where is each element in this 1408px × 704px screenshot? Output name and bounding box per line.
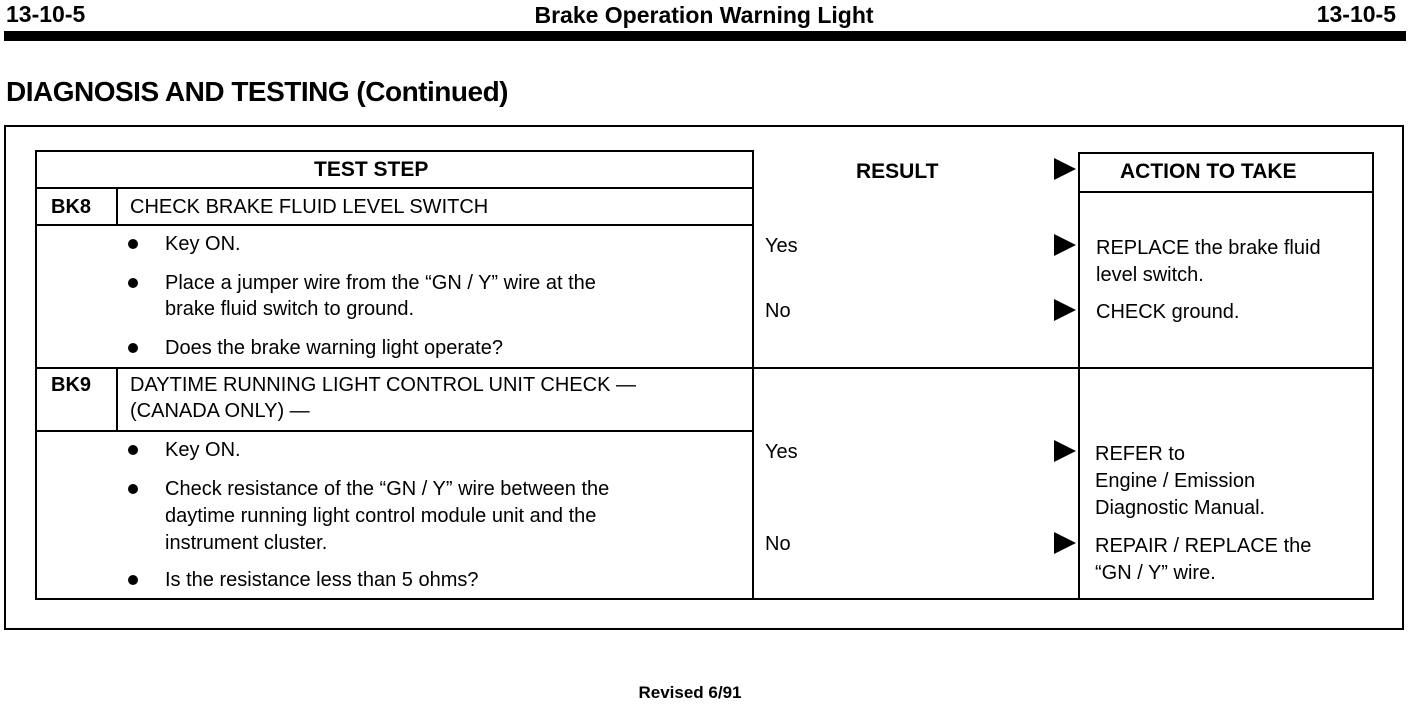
result-arrow-icon [1054, 158, 1076, 180]
result-arrow-icon [1054, 532, 1076, 554]
column-header-action: ACTION TO TAKE [1120, 160, 1297, 183]
page-title: Brake Operation Warning Light [534, 2, 874, 28]
bk9-bullet-3: Is the resistance less than 5 ohms? [165, 569, 479, 591]
step-id-bk8: BK8 [51, 196, 92, 218]
column-header-test-step: TEST STEP [314, 158, 429, 181]
bk8-bullet-2-line-1: Place a jumper wire from the “GN / Y” wire at the [165, 272, 596, 294]
bullet-icon [128, 575, 138, 585]
bk9-action-no-line-2: “GN / Y” wire. [1095, 562, 1216, 584]
result-arrow-icon [1054, 234, 1076, 256]
step-title-bk8: CHECK BRAKE FLUID LEVEL SWITCH [130, 196, 489, 218]
bullet-icon [128, 343, 138, 353]
header-rule [4, 31, 1406, 41]
step-title-bk9-line-2: (CANADA ONLY) — [130, 400, 310, 422]
bk9-bullet-2-line-1: Check resistance of the “GN / Y” wire between the [165, 478, 610, 500]
bk9-result-no: No [765, 533, 791, 555]
result-arrow-icon [1054, 440, 1076, 462]
step-title-bk9-line-1: DAYTIME RUNNING LIGHT CONTROL UNIT CHECK — [130, 374, 636, 396]
bk8-bullet-3: Does the brake warning light operate? [165, 337, 503, 359]
page-number-right: 13-10-5 [1316, 1, 1396, 27]
bk8-action-yes-line-2: level switch. [1096, 264, 1204, 286]
column-header-result: RESULT [856, 160, 939, 183]
bullet-icon [128, 445, 138, 455]
bk9-action-no-line-1: REPAIR / REPLACE the [1095, 535, 1312, 557]
bk9-result-yes: Yes [765, 441, 798, 463]
bk9-bullet-1: Key ON. [165, 439, 241, 461]
result-arrow-icon [1054, 299, 1076, 321]
bk9-action-yes-line-1: REFER to [1095, 443, 1186, 465]
bk8-result-yes: Yes [765, 235, 798, 257]
revision-note: Revised 6/91 [638, 683, 742, 702]
bk8-action-no: CHECK ground. [1096, 301, 1240, 323]
bk9-action-yes-line-3: Diagnostic Manual. [1095, 497, 1266, 519]
bk8-action-yes-line-1: REPLACE the brake fluid [1096, 237, 1321, 259]
page-number-left: 13-10-5 [6, 1, 86, 27]
bk8-bullet-1: Key ON. [165, 233, 241, 255]
step-id-bk9: BK9 [51, 374, 92, 396]
bullet-icon [128, 239, 138, 249]
bk9-bullet-2-line-2: daytime running light control module unit and the [165, 505, 597, 527]
bullet-icon [128, 484, 138, 494]
bk9-bullet-2-line-3: instrument cluster. [165, 532, 328, 554]
section-title: DIAGNOSIS AND TESTING (Continued) [6, 76, 508, 107]
bk8-bullet-2-line-2: brake fluid switch to ground. [165, 298, 415, 320]
bullet-icon [128, 278, 138, 288]
bk8-result-no: No [765, 300, 791, 322]
bk9-action-yes-line-2: Engine / Emission [1095, 470, 1256, 492]
